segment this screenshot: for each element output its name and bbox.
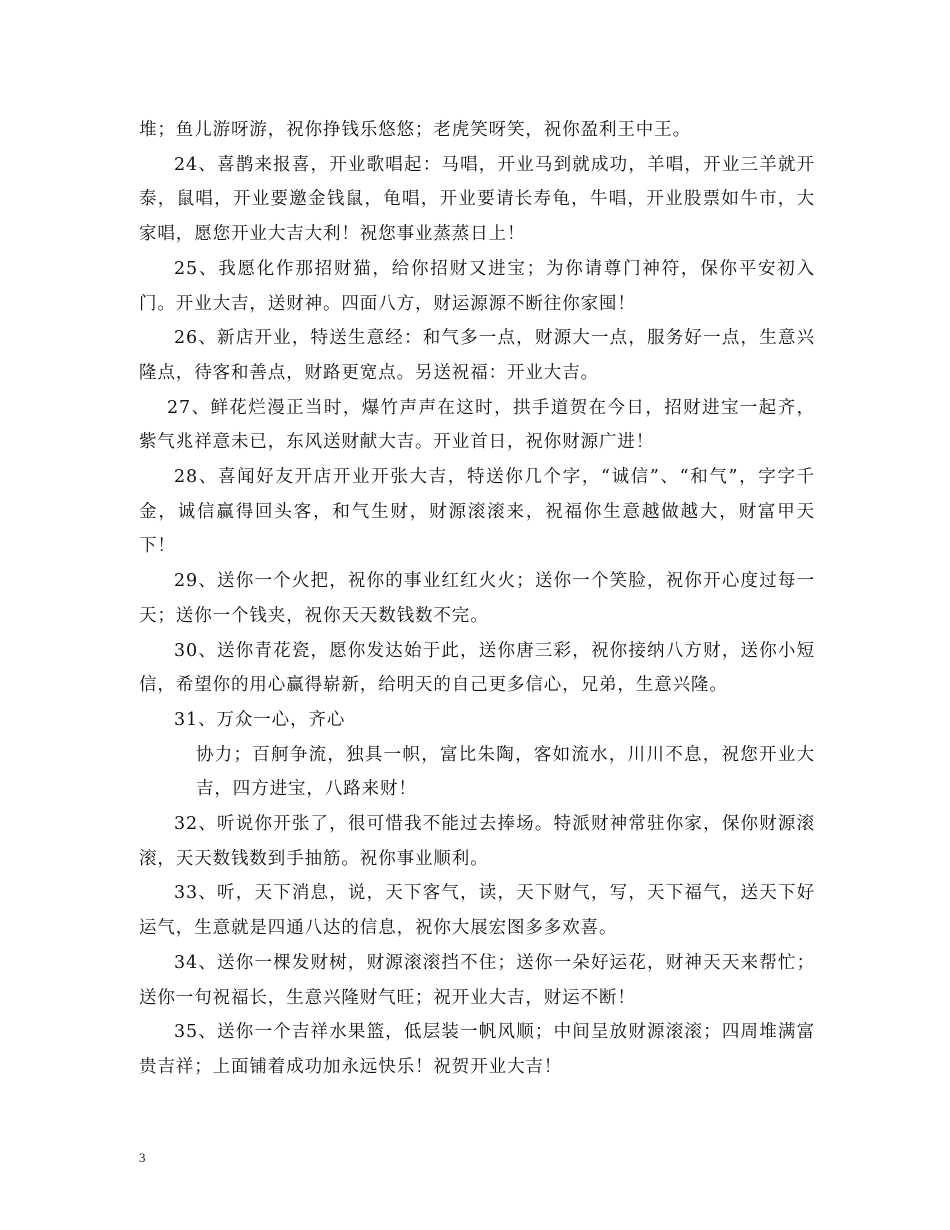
paragraph-28: 28、喜闻好友开店开业开张大吉，特送你几个字，“诚信”、“和气”，字字千金，诚信赢得回头客，和气生财，财源滚滚来，祝福你生意越做越大，财富甲天下！ bbox=[139, 467, 815, 557]
paragraph-31-body: 协力；百舸争流，独具一帜，富比朱陶，客如流水，川川不息，祝您开业大吉，四方进宝，八路来财！ bbox=[196, 744, 815, 800]
paragraph-continuation: 堆；鱼儿游呀游，祝你挣钱乐悠悠；老虎笑呀笑，祝你盈利王中王。 bbox=[139, 120, 691, 140]
paragraph-26: 26、新店开业，特送生意经：和气多一点，财源大一点，服务好一点，生意兴隆点，待客和善点，财路更宽点。另送祝福：开业大吉。 bbox=[139, 328, 815, 383]
paragraph-31-heading: 31、万众一心，齐心 bbox=[174, 709, 346, 730]
paragraph-29: 29、送你一个火把，祝你的事业红红火火；送你一个笑脸，祝你开心度过每一天；送你一个钱夹，祝你天天数钱数不完。 bbox=[139, 571, 815, 626]
paragraph-34: 34、送你一棵发财树，财源滚滚挡不住；送你一朵好运花，财神天天来帮忙；送你一句祝福长，生意兴隆财气旺；祝开业大吉，财运不断！ bbox=[139, 952, 815, 1008]
paragraph-32: 32、听说你开张了，很可惜我不能过去捧场。特派财神常驻你家，保你财源滚滚，天天数钱数到手抽筋。祝你事业顺利。 bbox=[139, 814, 815, 869]
paragraph-27: 27、鲜花烂漫正当时，爆竹声声在这时，拱手道贺在今日，招财进宝一起齐，紫气兆祥意未已，东风送财献大吉。开业首日，祝你财源广进！ bbox=[139, 397, 815, 453]
paragraph-35: 35、送你一个吉祥水果篮，低层装一帆风顺；中间呈放财源滚滚；四周堆满富贵吉祥；上面铺着成功加永远快乐！祝贺开业大吉！ bbox=[139, 1022, 815, 1077]
page-number: 3 bbox=[139, 1150, 146, 1165]
paragraph-25: 25、我愿化作那招财猫，给你招财又进宝；为你请尊门神符，保你平安初入门。开业大吉，送财神。四面八方，财运源源不断往你家囤！ bbox=[139, 258, 815, 314]
paragraph-33: 33、听，天下消息，说，天下客气，读，天下财气，写，天下福气，送天下好运气，生意就是四通八达的信息，祝你大展宏图多多欢喜。 bbox=[139, 883, 815, 939]
document-body bbox=[139, 113, 815, 1085]
paragraph-30: 30、送你青花瓷，愿你发达始于此，送你唐三彩，祝你接纳八方财，送你小短信，希望你的用心赢得崭新，给明天的自己更多信心，兄弟，生意兴隆。 bbox=[139, 640, 815, 696]
paragraph-24: 24、喜鹊来报喜，开业歌唱起：马唱，开业马到就成功，羊唱，开业三羊就开泰，鼠唱，开业要邀金钱鼠，龟唱，开业要请长寿龟，牛唱，开业股票如牛市，大家唱，愿您开业大吉大利！祝您事业蒸蒸日上！ bbox=[139, 154, 815, 245]
